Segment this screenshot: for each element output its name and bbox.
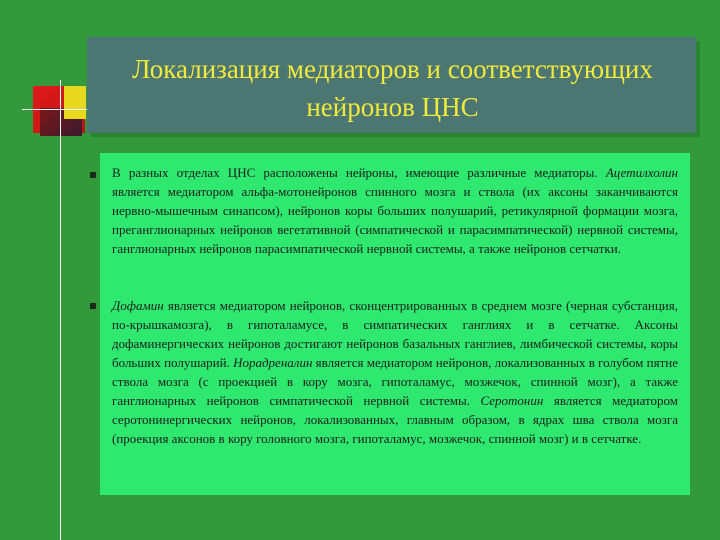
paragraph-text: является медиатором нейронов, сконцентрированных в среднем мозге (черная субстанция, по-крышкамозга), в гипоталамусе, в симпатических ганглиях и в сетчатке. Аксоны дофаминергических нейронов достигают нейронов базальных ганглиев, лимбической системы, коры больших полушарий.	[112, 298, 678, 370]
term-serotonin: Серотонин	[480, 393, 544, 408]
term-noradrenaline: Норадреналин	[233, 355, 313, 370]
term-dopamine: Дофамин	[112, 298, 164, 313]
paragraph-acetylcholine	[112, 163, 678, 258]
paragraph-text: является медиатором нейронов, локализованных в голубом пятне ствола мозга (с проекцией в кору мозга, гипоталамус, мозжечок, спинной мозг), а также ганглионарных нейронов симпатической нервной системы.	[112, 355, 679, 408]
slide-title: Локализация медиаторов и соответствующих нейронов ЦНС	[132, 54, 653, 122]
paragraph-text: является медиатором альфа-мотонейронов спинного мозга и ствола (их аксоны заканчиваются нервно-мышечным синапсом), нейронов коры больших полушарий, ретикулярной формации мозга, преганглионарных нейронов вегетативной (симпатической и парасимпатической) нервной системы, ганглионарных нейронов парасимпатической нервной системы, а также нейронов сетчатки.	[112, 184, 678, 256]
bullet-square-icon	[90, 172, 96, 178]
paragraph-lead: В разных отделах ЦНС расположены нейроны, имеющие различные медиаторы.	[112, 165, 606, 180]
term-acetylcholine: Ацетилхолин	[605, 165, 678, 180]
decor-vertical-line	[60, 80, 61, 540]
paragraph-text: является медиатором серотонинергических нейронов, локализованных, главным образом, в ядрах шва ствола мозга (проекция аксонов в кору головного мозга, гипоталамус, мозжечок, спинной мозг) и в сетчатке.	[112, 393, 678, 446]
decor-yellow-square	[64, 86, 86, 119]
bullet-square-icon	[90, 303, 96, 309]
paragraph-dopamine	[112, 296, 678, 448]
